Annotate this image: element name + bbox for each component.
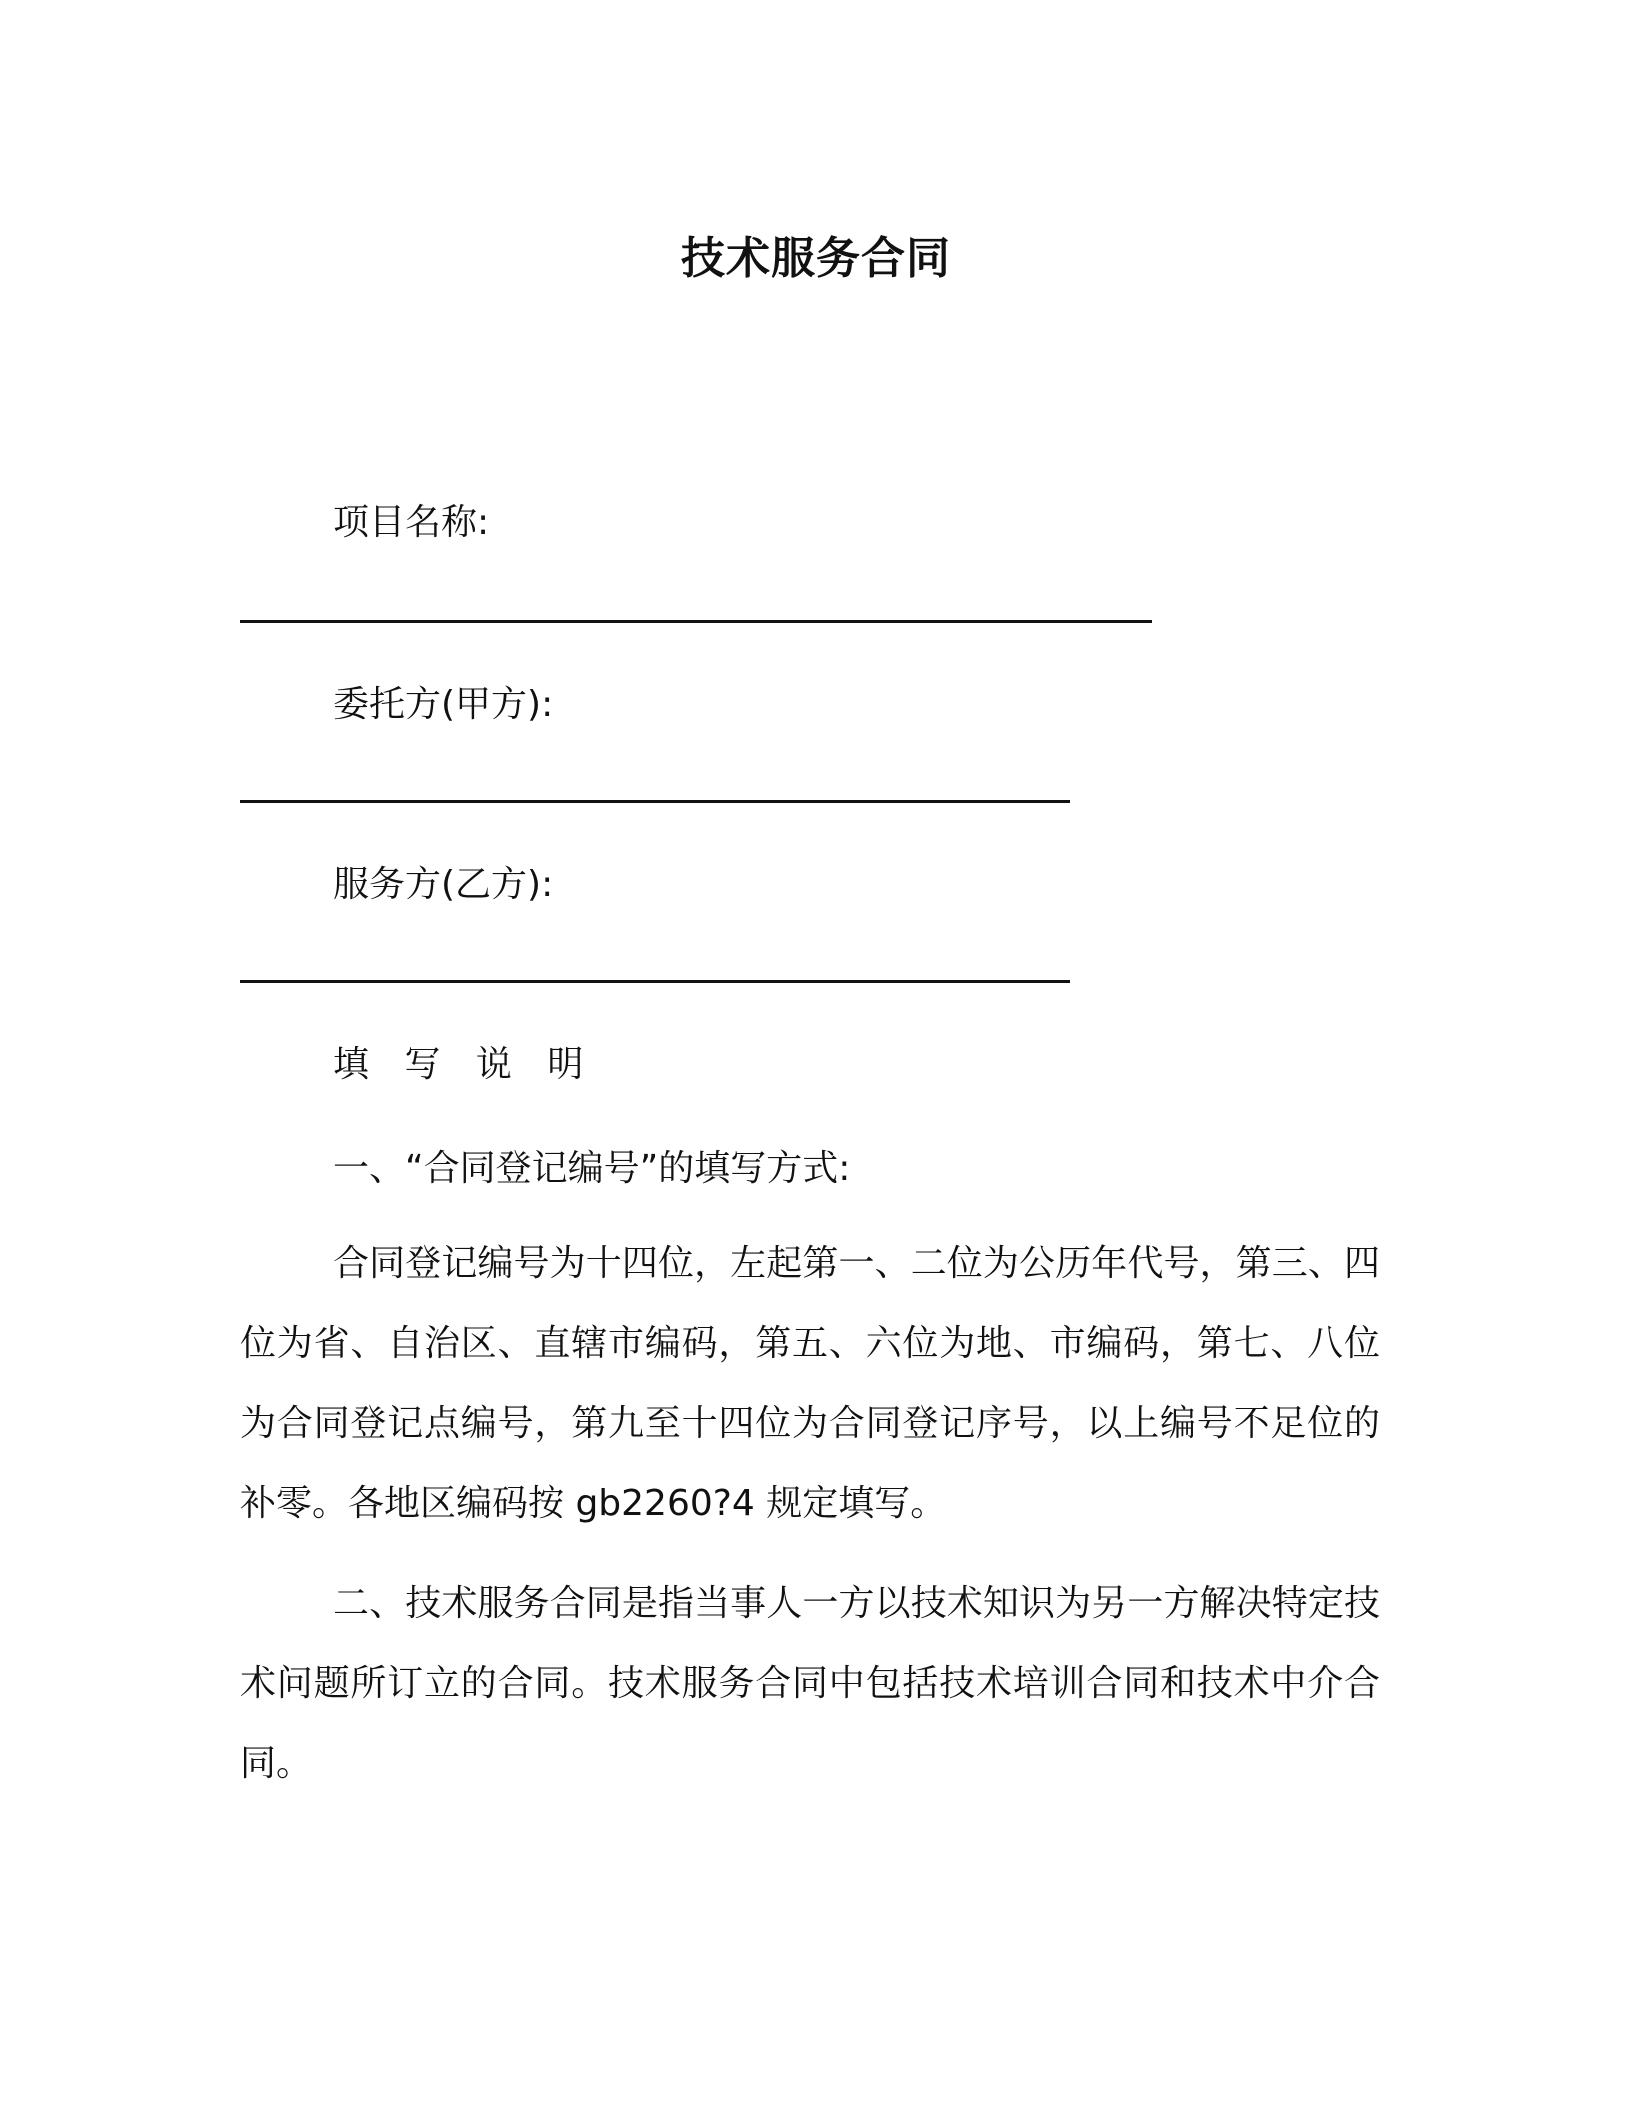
project-name-blank-line	[240, 620, 1152, 623]
document-title: 技术服务合同	[681, 233, 951, 284]
project-name-label: 项目名称:	[333, 502, 490, 543]
provider-blank-line	[240, 980, 1070, 983]
instruction-item1-body: 合同登记编号为十四位，左起第一、二位为公历年代号，第三、四位为省、自治区、直辖市编码，第五、六位为地、市编码，第七、八位为合同登记点编号，第九至十四位为合同登记序号，以上编号不足位的补零。各地区编码按 gb2260?4 规定填写。	[240, 1243, 1380, 1524]
client-blank-line	[240, 800, 1070, 803]
instructions-heading: 填 写 说 明	[333, 1044, 596, 1085]
provider-label: 服务方(乙方):	[333, 864, 554, 905]
instruction-item1-heading: 一、“合同登记编号”的填写方式:	[333, 1148, 851, 1189]
client-label: 委托方(甲方):	[333, 684, 554, 725]
instruction-item2-body: 二、技术服务合同是指当事人一方以技术知识为另一方解决特定技术问题所订立的合同。技术服务合同中包括技术培训合同和技术中介合同。	[240, 1583, 1380, 1784]
